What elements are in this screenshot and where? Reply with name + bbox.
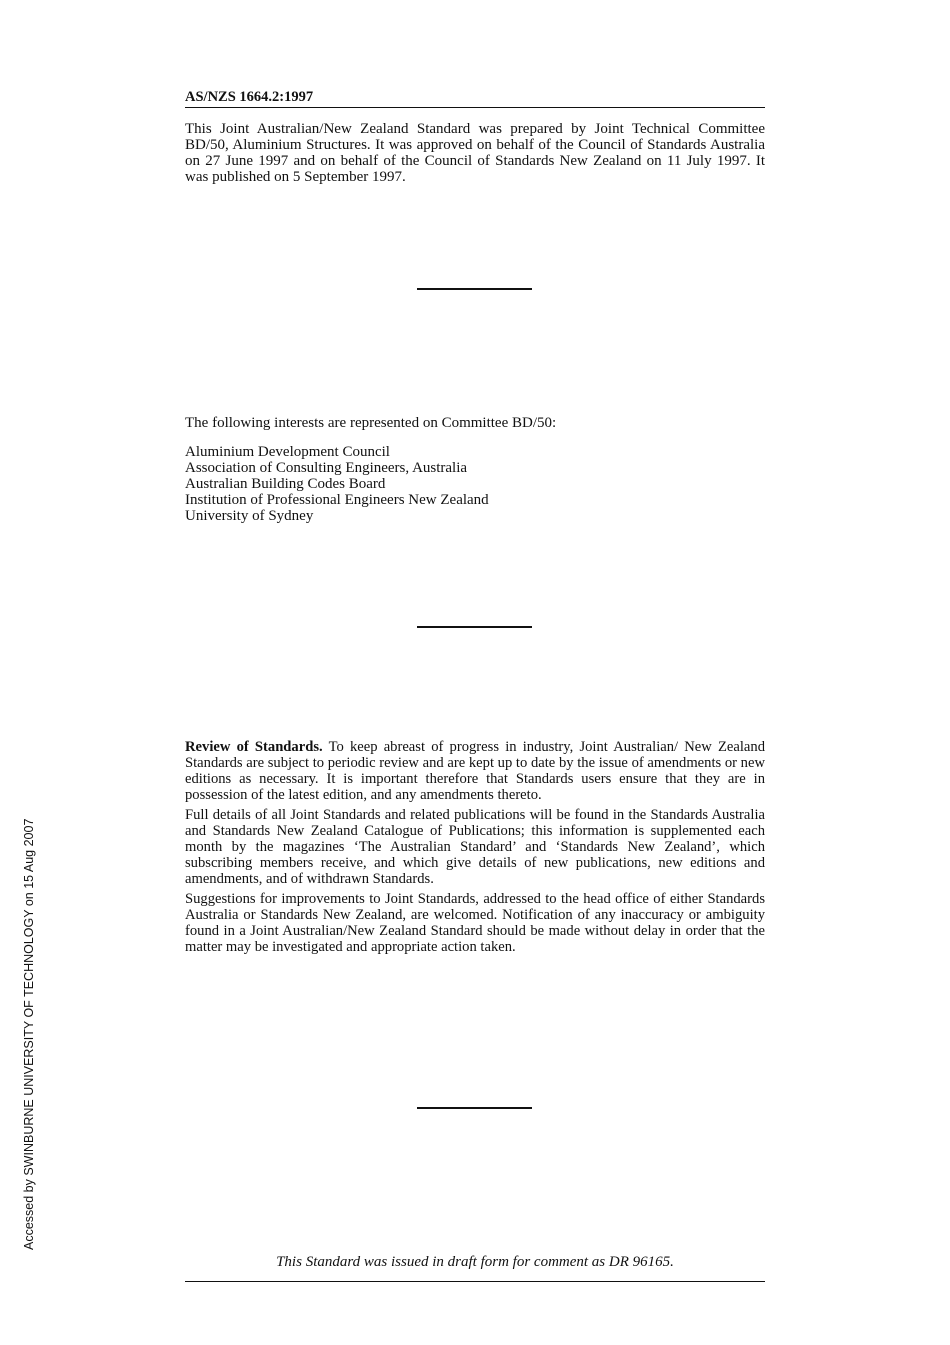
review-paragraph-1-text: To keep abreast of progress in industry, Joint Australian/ New Zealand Standards are subject to periodic review and are kept up to date by the issue of amendments or new editions as necessary. It is important therefore that Standards users ensure that they are in possession of the latest edition, and any amendments thereto. [185,739,766,803]
review-lead: Review of Standards. [185,739,323,755]
interests-list [185,444,765,524]
review-paragraph-1 [185,739,765,803]
review-paragraph-3: Suggestions for improvements to Joint Standards, addressed to the head office of either Standards Australia or Standards New Zealand, are welcomed. Notification of any inaccuracy or ambiguity found in a Joint Australian/New Zealand Standard should be made without delay in order that the matter may be investigated and appropriate action taken. [185,891,765,955]
review-of-standards [185,739,765,959]
review-paragraph-2: Full details of all Joint Standards and related publications will be found in the Standards Australia and Standards New Zealand Catalogue of Publications; this information is supplemented each month by the magazines ‘The Australian Standard’ and ‘Standards New Zealand’, which subscribing members receive, and which give details of new publications, new editions and amendments, and of withdrawn Standards. [185,807,765,887]
standard-designation: AS/NZS 1664.2:1997 [185,88,765,108]
section-divider-3 [417,1107,532,1109]
interest-item: Association of Consulting Engineers, Australia [185,460,468,476]
section-divider-2 [417,626,532,628]
interests-heading: The following interests are represented on Committee BD/50: [185,415,557,431]
interest-item: University of Sydney [185,508,314,524]
interest-item: Australian Building Codes Board [185,476,386,492]
interest-item: Institution of Professional Engineers New Zealand [185,492,489,508]
preparation-statement: This Joint Australian/New Zealand Standard was prepared by Joint Technical Committee BD/50, Aluminium Structures. It was approved on behalf of the Council of Standards Australia on 27 June 1997 and on behalf of the Council of Standards New Zealand on 11 July 1997. It was published on 5 September 1997. [185,121,765,185]
section-divider-1 [417,288,532,290]
access-stamp: Accessed by SWINBURNE UNIVERSITY OF TECHNOLOGY on 15 Aug 2007 [22,818,36,1250]
draft-note: This Standard was issued in draft form for comment as DR 96165. [185,1254,765,1282]
interest-item: Aluminium Development Council [185,444,390,460]
